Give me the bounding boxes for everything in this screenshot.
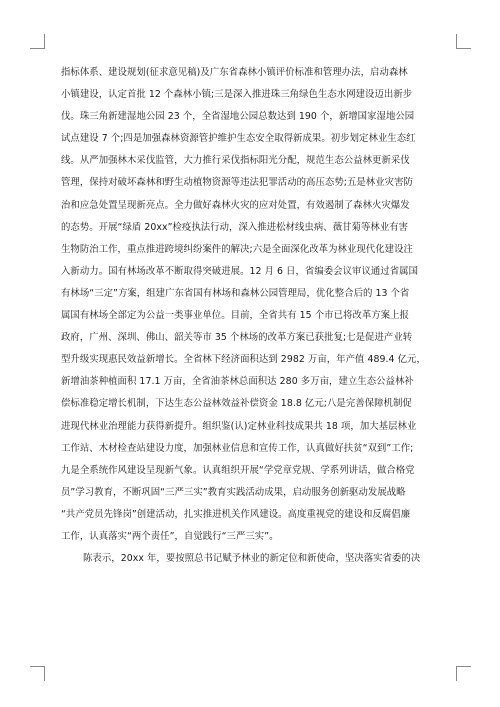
text-line: 入新动力。国有林场改革不断取得突破进展。12 月 6 日，省编委会议审议通过省属国 <box>61 265 419 277</box>
text-line: 生物防治工作，重点推进跨境纠纷案件的解决;六是全面深化改革为林业现代化建设注 <box>61 243 413 255</box>
text-line: 小镇建设，认定首批 12 个森林小镇;三是深入推进珠三角绿色生态水网建设迈出新步 <box>61 89 413 101</box>
text-line: 的态势。开展“绿盾 20xx”检疫执法行动，深入推进松材线虫病、薇甘菊等林业有害 <box>61 221 409 233</box>
text-line: 试点建设 7 个;四是加强森林资源管护维护生态安全取得新成果。初步划定林业生态红 <box>61 133 416 145</box>
text-line: 管理，保持对破坏森林和野生动植物资源等违法犯罪活动的高压态势;五是林业灾害防 <box>61 177 413 189</box>
text-line: 指标体系、建设规划(征求意见稿)及广东省森林小镇评价标准和管理办法，启动森林 <box>61 67 408 78</box>
text-line: 属国有林场全部定为公益一类事业单位。目前，全省共有 15 个市已将改革方案上报 <box>61 310 409 322</box>
crop-mark-top-left <box>30 34 45 49</box>
paragraph-first-line: 陈表示，20xx 年，要按照总书记赋予林业的新定位和新使命，坚决落实省委的决 <box>83 553 421 565</box>
text-line: 九是全系统作风建设呈现新气象。认真组织开展“学党章党规、学系列讲话，做合格党 <box>61 464 415 476</box>
text-line: 伐。珠三角新建湿地公园 23 个，全省湿地公园总数达到 190 个，新增国家湿地公园 <box>61 111 415 123</box>
text-line: 偿标准稳定增长机制，下达生态公益林效益补偿资金 18.8 亿元;八是完善保障机制促 <box>61 398 412 410</box>
text-line: 新增油茶种植面积 17.1 万亩，全省油茶林总面积达 280 多万亩，建立生态公益林补 <box>61 376 414 388</box>
text-line: 政府，广州、深圳、佛山、韶关等市 35 个林场的改革方案已获批复;七是促进产业转 <box>61 332 413 344</box>
text-line: 型升级实现惠民效益新增长。全省林下经济面积达到 2982 万亩，年产值 489.4 亿元， <box>61 354 426 366</box>
crop-mark-bottom-left <box>30 666 45 681</box>
document-body <box>61 62 443 570</box>
text-line: 工作，认真落实“两个责任”，自觉践行“三严三实”。 <box>61 530 279 542</box>
text-line: 工作站、木材检查站建设力度，加强林业信息和宣传工作，认真做好扶贫“双到”工作; <box>61 442 414 454</box>
text-line: 线。从严加强林木采伐监管，大力推行采伐指标阳光分配，规范生态公益林更新采伐 <box>61 155 410 167</box>
text-line: “共产党员先锋岗”创建活动，扎实推进机关作风建设。高度重视党的建设和反腐倡廉 <box>61 508 411 520</box>
text-line: 进现代林业治理能力获得新提升。组织鉴(认)定林业科技成果共 18 项，加大基层林业 <box>61 420 417 432</box>
crop-mark-bottom-right <box>456 666 471 681</box>
text-line: 有林场“三定”方案，组建广东省国有林场和森林公园管理局，优化整合后的 13 个省 <box>61 287 410 299</box>
crop-mark-top-right <box>456 34 471 49</box>
text-line: 治和应急处置呈现新亮点。全力做好森林火灾的应对处置，有效遏制了森林火灾爆发 <box>61 199 410 211</box>
text-line: 员”学习教育，不断巩固“三严三实”教育实践活动成果，启动服务创新驱动发展战略 <box>61 486 406 498</box>
